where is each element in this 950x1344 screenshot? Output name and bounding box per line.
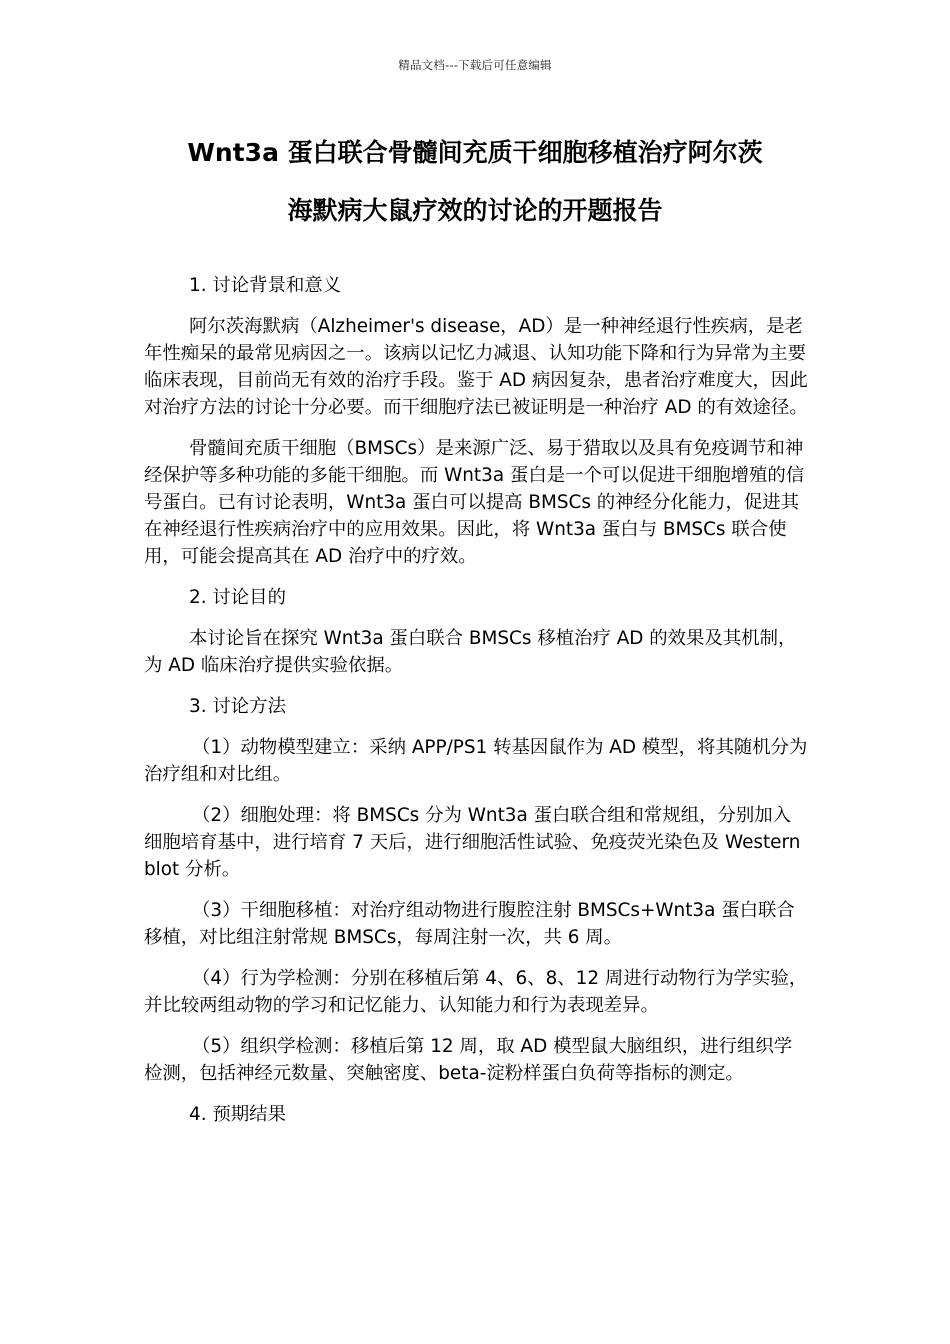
section-3-heading: 3. 讨论方法 [189,696,286,717]
section-2-paragraph-1: 本讨论旨在探究 Wnt3a 蛋白联合 BMSCs 移植治疗 AD 的效果及其机制，为 AD 临床治疗提供实验依据。 [144,628,797,676]
method-item-5: （5）组织学检测：移植后第 12 周，取 AD 模型鼠大脑组织，进行组织学检测，包括神经元数量、突触密度、beta-淀粉样蛋白负荷等指标的测定。 [144,1036,793,1084]
method-item-3: （3）干细胞移植：对治疗组动物进行腹腔注射 BMSCs+Wnt3a 蛋白联合移植，对比组注射常规 BMSCs，每周注射一次，共 6 周。 [144,900,795,948]
section-1-heading: 1. 讨论背景和意义 [189,275,342,296]
section-4-heading: 4. 预期结果 [189,1104,286,1125]
document-title-line-1: Wnt3a 蛋白联合骨髓间充质干细胞移植治疗阿尔茨 [187,138,763,167]
document-title-line-2: 海默病大鼠疗效的讨论的开题报告 [287,196,663,225]
method-item-2: （2）细胞处理：将 BMSCs 分为 Wnt3a 蛋白联合组和常规组，分别加入细胞培育基中，进行培育 7 天后，进行细胞活性试验、免疫荧光染色及 Western blot 分析。 [144,805,801,880]
section-2-heading: 2. 讨论目的 [189,587,286,608]
document-body [144,272,808,1142]
section-1-paragraph-2: 骨髓间充质干细胞（BMSCs）是来源广泛、易于猎取以及具有免疫调节和神经保护等多种功能的多能干细胞。而 Wnt3a 蛋白是一个可以促进干细胞增殖的信号蛋白。已有讨论表明，Wnt3a 蛋白可以提高 BMSCs 的神经分化能力，促进其在神经退行性疾病治疗中的应用效果。因此，将 Wnt3a 蛋白与 BMSCs 联合使用，可能会提高其在 AD 治疗中的疗效。 [144,438,805,567]
section-1-paragraph-1: 阿尔茨海默病（Alzheimer's disease，AD）是一种神经退行性疾病，是老年性痴呆的最常见病因之一。该病以记忆力减退、认知功能下降和行为异常为主要临床表现，目前尚无有效的治疗手段。鉴于 AD 病因复杂，患者治疗难度大，因此对治疗方法的讨论十分必要。而干细胞疗法已被证明是一种治疗 AD 的有效途径。 [144,316,808,418]
method-item-4: （4）行为学检测：分别在移植后第 4、6、8、12 周进行动物行为学实验，并比较两组动物的学习和记忆能力、认知能力和行为表现差异。 [144,968,808,1016]
page-header: 精品文档---下载后可任意编辑 [398,58,552,72]
method-item-1: （1）动物模型建立：采纳 APP/PS1 转基因鼠作为 AD 模型，将其随机分为治疗组和对比组。 [144,737,808,785]
